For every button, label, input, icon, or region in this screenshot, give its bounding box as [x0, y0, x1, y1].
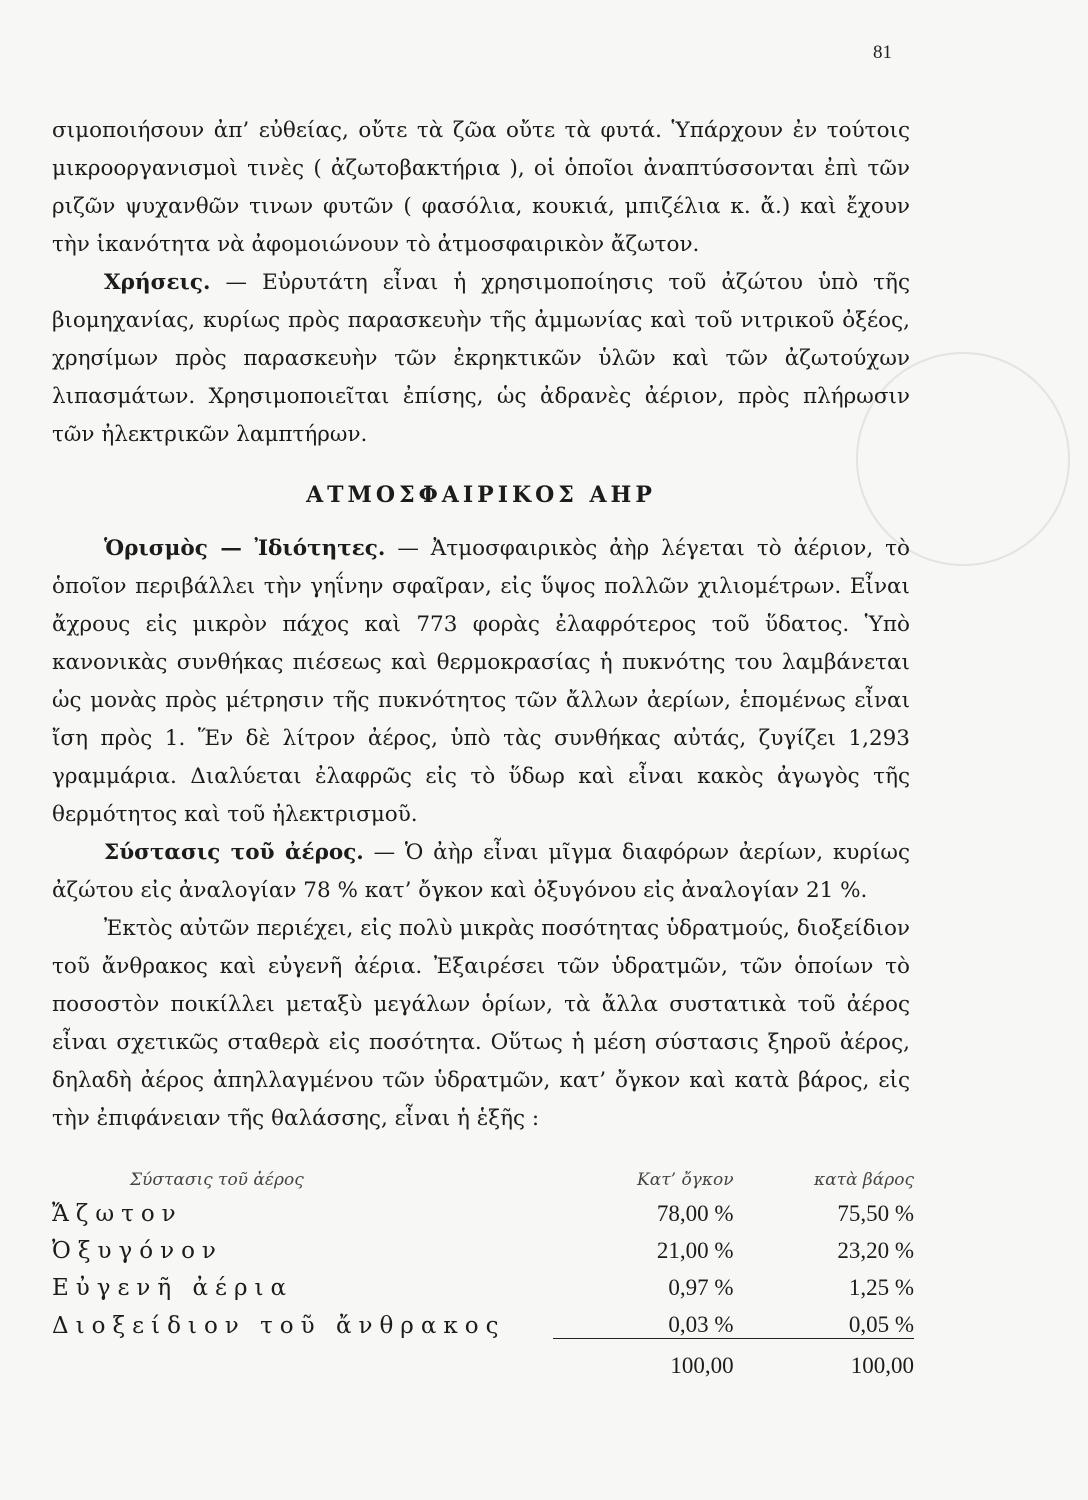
table-cell-component: Εὐγενῆ ἀέρια [52, 1275, 294, 1301]
table-header-by-volume: Κατ’ ὄγκον [637, 1170, 734, 1190]
section-heading: ΑΤΜΟΣΦΑΙΡΙΚΟΣ ΑΗΡ [306, 482, 656, 508]
paragraph-text: — Εὐρυτάτη εἶναι ἡ χρησιμοποίησις τοῦ ἀζώτου ὑπὸ τῆς βιομηχανίας, κυρίως πρὸς παρασκευὴν τῆς ἀμμωνίας καὶ τοῦ νιτρικοῦ ὀξέος, χρησίμων πρὸς παρασκευὴν τῶν ἐκρηκτικῶν ὑλῶν καὶ τῶν ἀζωτούχων λιπασμάτων. Χρησιμοποιεῖται ἐπίσης, ὡς ἀδρανὲς ἀέριον, πρὸς πλήρωσιν τῶν ἠλεκτρικῶν λαμπτήρων. [52, 270, 910, 447]
table-cell-volume: 0,97 % [668, 1275, 734, 1300]
paragraph-definition [52, 530, 910, 834]
page-number: 81 [873, 42, 892, 63]
table-row [52, 1190, 914, 1227]
table-cell-weight: 75,50 % [837, 1201, 914, 1226]
paragraph [52, 112, 910, 264]
paragraph-lead: Χρήσεις. [104, 270, 211, 295]
table-cell-component: Ἄζωτον [52, 1201, 183, 1227]
table-cell-volume: 21,00 % [656, 1238, 734, 1263]
table-row [52, 1227, 914, 1264]
table-total-weight: 100,00 [850, 1353, 914, 1378]
table-header-component: Σύστασις τοῦ ἀέρος [130, 1170, 304, 1190]
table-row [52, 1264, 914, 1301]
paragraph-uses [52, 264, 910, 454]
table-header-row [52, 1162, 914, 1190]
table-total-volume: 100,00 [670, 1353, 734, 1378]
composition-table [52, 1162, 914, 1379]
table-header-by-weight: κατὰ βάρος [814, 1170, 914, 1190]
table-cell-weight: 1,25 % [848, 1275, 914, 1300]
table-cell-volume: 0,03 % [553, 1301, 733, 1339]
paragraph-text: σιμοποιήσουν ἀπ’ εὐθείας, οὔτε τὰ ζῶα οὔτε τὰ φυτά. Ὑπάρχουν ἐν τούτοις μικροοργανισμοὶ τινὲς ( ἀζωτοβακτήρια ), οἱ ὁποῖοι ἀναπτύσσονται ἐπὶ τῶν ριζῶν ψυχανθῶν τινων φυτῶν ( φασόλια, κουκιά, μπιζέλια κ. ἄ.) καὶ ἔχουν τὴν ἱκανότητα νὰ ἀφομοιώνουν τὸ ἀτμοσφαιρικὸν ἄζωτον. [52, 118, 910, 257]
body-text [52, 112, 910, 1138]
paragraph-lead: Ὁρισμὸς — Ἰδιότητες. [104, 536, 386, 561]
paragraph-lead: Σύστασις τοῦ ἀέρος. [104, 840, 364, 865]
paragraph-text: — Ὁ ἀὴρ εἶναι μῖγμα διαφόρων ἀερίων, κυρίως ἀζώτου εἰς ἀναλογίαν 78 % κατ’ ὄγκον καὶ ὀξυγόνου εἰς ἀναλογίαν 21 %. [52, 840, 911, 903]
table-row [52, 1301, 914, 1339]
paragraph-composition [52, 834, 910, 910]
table-total-label [52, 1339, 553, 1380]
table-cell-volume: 78,00 % [656, 1201, 734, 1226]
table-cell-weight: 0,05 % [734, 1301, 914, 1339]
table-cell-component: Ὀξυγόνον [52, 1238, 223, 1264]
table-cell-weight: 23,20 % [837, 1238, 914, 1263]
composition-table-wrapper [52, 1162, 914, 1379]
table-cell-component: Διοξείδιον τοῦ ἄνθρακος [52, 1312, 506, 1339]
paragraph-text: Ἐκτὸς αὐτῶν περιέχει, εἰς πολὺ μικρὰς ποσότητας ὑδρατμούς, διοξείδιον τοῦ ἄνθρακος καὶ εὐγενῆ ἀέρια. Ἐξαιρέσει τῶν ὑδρατμῶν, τῶν ὁποίων τὸ ποσοστὸν ποικίλλει μεταξὺ μεγάλων ὁρίων, τὰ ἄλλα συστατικὰ τοῦ ἀέρος εἶναι σχετικῶς σταθερὰ εἰς ποσότητα. Οὕτως ἡ μέση σύστασις ξηροῦ ἀέρος, δηλαδὴ ἀέρος ἀπηλλαγμένου τῶν ὑδρατμῶν, κατ’ ὄγκον καὶ κατὰ βάρος, εἰς τὴν ἐπιφάνειαν τῆς θαλάσσης, εἶναι ἡ ἑξῆς : [52, 916, 910, 1131]
paragraph-text: — Ἀτμοσφαιρικὸς ἀὴρ λέγεται τὸ ἀέριον, τὸ ὁποῖον περιβάλλει τὴν γηΐνην σφαῖραν, εἰς ὕψος πολλῶν χιλιομέτρων. Εἶναι ἄχρους εἰς μικρὸν πάχος καὶ 773 φορὰς ἐλαφρότερος τοῦ ὕδατος. Ὑπὸ κανονικὰς συνθήκας πιέσεως καὶ θερμοκρασίας ἡ πυκνότης του λαμβάνεται ὡς μονὰς πρὸς μέτρησιν τῆς πυκνότητος τῶν ἄλλων ἀερίων, ἑπομένως εἶναι ἴση πρὸς 1. Ἕν δὲ λίτρον ἀέρος, ὑπὸ τὰς συνθήκας αὐτάς, ζυγίζει 1,293 γραμμάρια. Διαλύεται ἐλαφρῶς εἰς τὸ ὕδωρ καὶ εἶναι κακὸς ἀγωγὸς τῆς θερμότητος καὶ τοῦ ἠλεκτρισμοῦ. [52, 536, 910, 827]
table-total-row [52, 1339, 914, 1380]
paragraph-other-components [52, 910, 910, 1138]
